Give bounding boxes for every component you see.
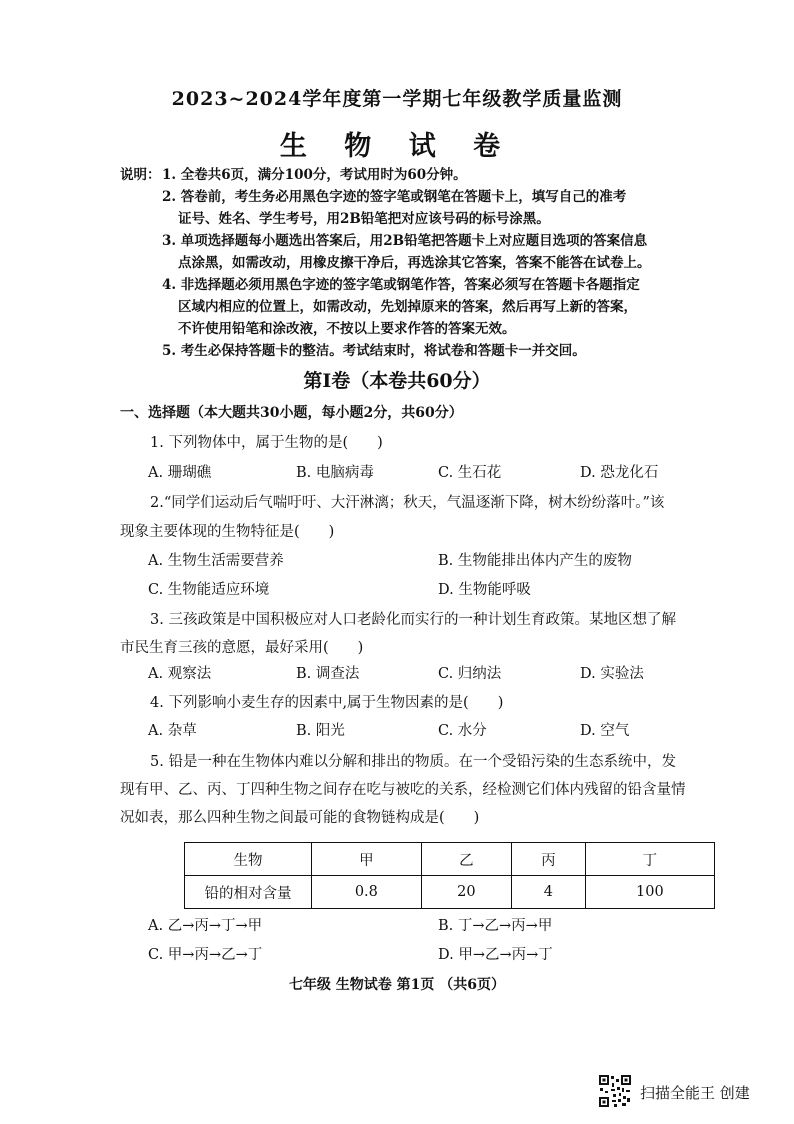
table-header-cell: 甲 [312,843,422,876]
q3-option-b: B. 调查法 [296,666,360,682]
table-cell: 0.8 [312,876,422,909]
instruction-line: 2. 答卷前，考生务必用黑色字迹的签字笔或钢笔在答题卡上，填写自己的准考 [162,189,627,205]
q4-option-a: A. 杂草 [148,723,197,739]
exam-title: 2023~2024学年度第一学期七年级教学质量监测 [171,88,623,110]
table-header-cell: 生物 [185,843,312,876]
question-5-stem-cont: 现有甲、乙、丙、丁四种生物之间存在吃与被吃的关系，经检测它们体内残留的铅含量情 [120,782,686,798]
question-4-stem: 4. 下列影响小麦生存的因素中,属于生物因素的是( ) [150,695,504,711]
table-cell: 4 [512,876,586,909]
instruction-line: 证号、姓名、学生考号，用2B铅笔把对应该号码的标号涂黑。 [178,211,550,227]
question-3-stem: 3. 三孩政策是中国积极应对人口老龄化而实行的一种计划生育政策。某地区想了解 [150,612,676,628]
question-5-stem-cont: 况如表，那么四种生物之间最可能的食物链构成是( ) [120,810,480,826]
q3-option-d: D. 实验法 [580,666,644,682]
q1-option-c: C. 生石花 [438,465,502,481]
lead-content-table [184,842,715,909]
qr-code-icon [598,1074,632,1108]
q1-option-d: D. 恐龙化石 [580,465,659,481]
q4-option-b: B. 阳光 [296,723,345,739]
q5-option-b: B. 丁→乙→丙→甲 [438,918,553,934]
q2-option-b: B. 生物能排出体内产生的废物 [438,553,632,569]
question-5-stem: 5. 铅是一种在生物体内难以分解和排出的物质。在一个受铅污染的生态系统中，发 [150,754,676,770]
question-2-stem-cont: 现象主要体现的生物特征是( ) [120,524,335,540]
instruction-line: 1. 全卷共6页，满分100分，考试用时为60分钟。 [162,167,467,183]
instruction-line: 不许使用铅笔和涂改液，不按以上要求作答的答案无效。 [178,321,516,337]
instruction-line: 5. 考生必保持答题卡的整洁。考试结束时，将试卷和答题卡一并交回。 [162,343,586,359]
instruction-line: 区域内相应的位置上，如需改动，先划掉原来的答案，然后再写上新的答案， [178,299,637,315]
instructions-label: 说明： [120,167,161,183]
table-header-cell: 乙 [421,843,511,876]
q5-option-a: A. 乙→丙→丁→甲 [148,918,263,934]
table-cell: 100 [585,876,714,909]
scanner-watermark-text: 扫描全能王 创建 [640,1084,750,1102]
q3-option-a: A. 观察法 [148,666,212,682]
instruction-line: 4. 非选择题必须用黑色字迹的签字笔或钢笔作答，答案必须写在答题卡各题指定 [162,277,640,293]
q1-option-b: B. 电脑病毒 [296,465,374,481]
table-cell: 铅的相对含量 [185,876,312,909]
table-header-cell: 丙 [512,843,586,876]
q4-option-c: C. 水分 [438,723,487,739]
part-heading: 一、选择题（本大题共30小题，每小题2分，共60分） [120,405,463,421]
q1-option-a: A. 珊瑚礁 [148,465,212,481]
question-1-stem: 1. 下列物体中，属于生物的是( ) [150,435,383,451]
instruction-line: 点涂黑，如需改动，用橡皮擦干净后，再选涂其它答案，答案不能答在试卷上。 [178,255,651,271]
table-header-row [185,843,715,876]
q3-option-c: C. 归纳法 [438,666,502,682]
table-row [185,876,715,909]
instruction-line: 3. 单项选择题每小题选出答案后，用2B铅笔把答题卡上对应题目选项的答案信息 [162,233,648,249]
subject-title: 生 物 试 卷 [279,131,515,162]
q2-option-a: A. 生物生活需要营养 [148,553,284,569]
table-header-cell: 丁 [585,843,714,876]
q4-option-d: D. 空气 [580,723,630,739]
q2-option-d: D. 生物能呼吸 [438,582,531,598]
question-3-stem-cont: 市民生育三孩的意愿，最好采用( ) [120,640,364,656]
q2-option-c: C. 生物能适应环境 [148,582,270,598]
question-2-stem: 2.“同学们运动后气喘吁吁、大汗淋漓；秋天，气温逐渐下降，树木纷纷落叶。”该 [150,495,665,511]
q5-option-c: C. 甲→丙→乙→丁 [148,947,263,963]
table-cell: 20 [421,876,511,909]
q5-option-d: D. 甲→乙→丙→丁 [438,947,553,963]
section-title: 第Ⅰ卷（本卷共60分） [303,370,491,392]
page-footer: 七年级 生物试卷 第1页 （共6页） [288,977,506,993]
